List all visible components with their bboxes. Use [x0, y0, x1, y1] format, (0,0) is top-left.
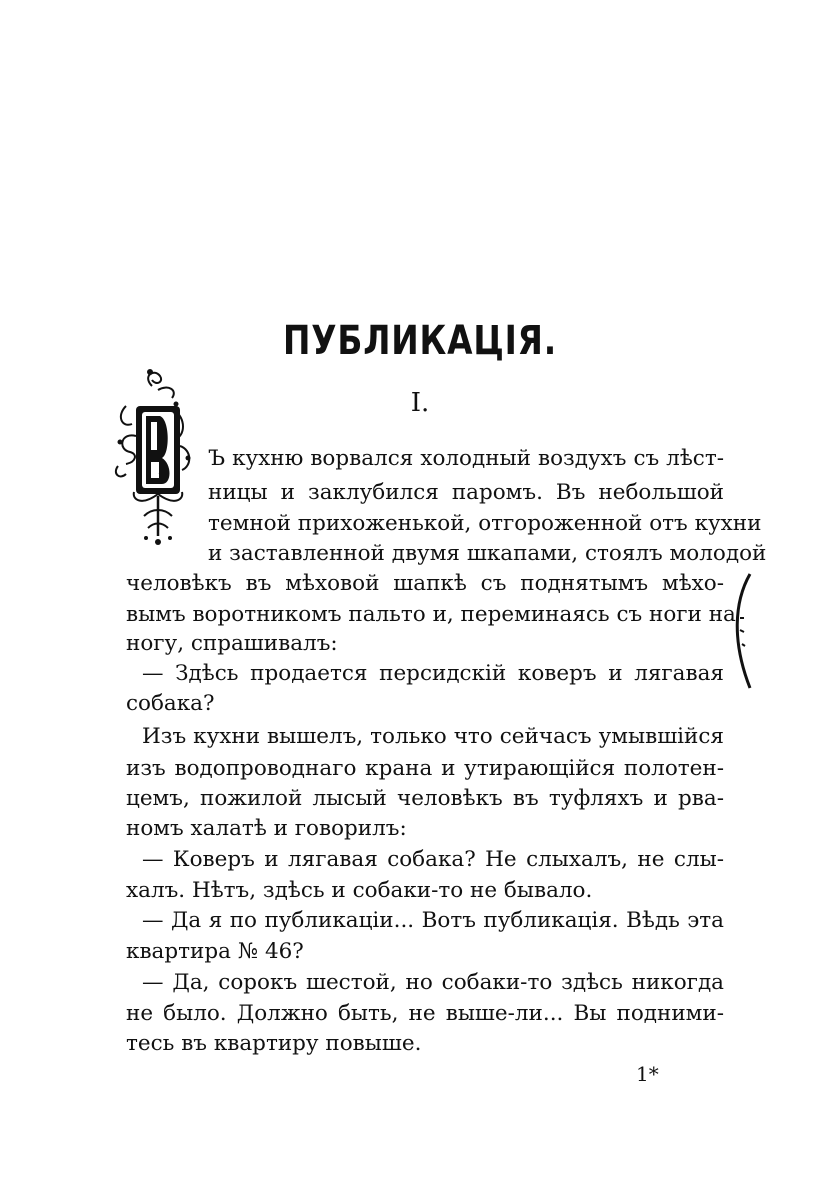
- chapter-number: I.: [410, 388, 430, 418]
- text-line: — Здѣсь продается персидскій коверъ и лягавая: [142, 661, 724, 686]
- bracket-mark-icon: [728, 572, 758, 690]
- text-line: — Коверъ и лягавая собака? Не слыхалъ, не слы-: [142, 847, 724, 872]
- text-line: и заставленной двумя шкапами, стоялъ молодой: [208, 541, 767, 566]
- text-line: изъ водопроводнаго крана и утирающійся полотен-: [126, 756, 724, 781]
- page-number: 1*: [636, 1062, 659, 1086]
- text-line: — Да, сорокъ шестой, но собаки-то здѣсь никогда: [142, 970, 724, 995]
- ornamental-initial-icon: [112, 366, 194, 552]
- text-line: вымъ воротникомъ пальто и, переминаясь съ ноги на: [126, 602, 736, 627]
- text-line: человѣкъ въ мѣховой шапкѣ съ поднятымъ мѣхо-: [126, 571, 724, 596]
- drop-cap-letter: В: [158, 474, 159, 475]
- text-line: тесь въ квартиру повыше.: [126, 1031, 422, 1056]
- text-line: цемъ, пожилой лысый человѣкъ въ туфляхъ и рва-: [126, 786, 724, 811]
- text-line: ногу, спрашивалъ:: [126, 631, 338, 656]
- text-line: темной прихоженькой, отгороженной отъ кухни: [208, 511, 762, 536]
- text-line: — Да я по публикаціи... Вотъ публикація. Вѣдь эта: [142, 908, 724, 933]
- text-line: Изъ кухни вышелъ, только что сейчасъ умывшійся: [142, 724, 724, 749]
- text-line: номъ халатѣ и говорилъ:: [126, 816, 407, 841]
- text-line: собака?: [126, 691, 215, 716]
- text-line: не было. Должно быть, не выше-ли... Вы подними-: [126, 1001, 724, 1026]
- text-line: квартира № 46?: [126, 939, 304, 964]
- text-line: ницы и заклубился паромъ. Въ небольшой: [208, 480, 724, 505]
- text-line: Ъ кухню ворвался холодный воздухъ съ лѣст-: [208, 446, 724, 471]
- text-line: халъ. Нѣтъ, здѣсь и собаки-то не бывало.: [126, 878, 593, 903]
- page-title: ПУБЛИКАЦІЯ.: [282, 318, 558, 364]
